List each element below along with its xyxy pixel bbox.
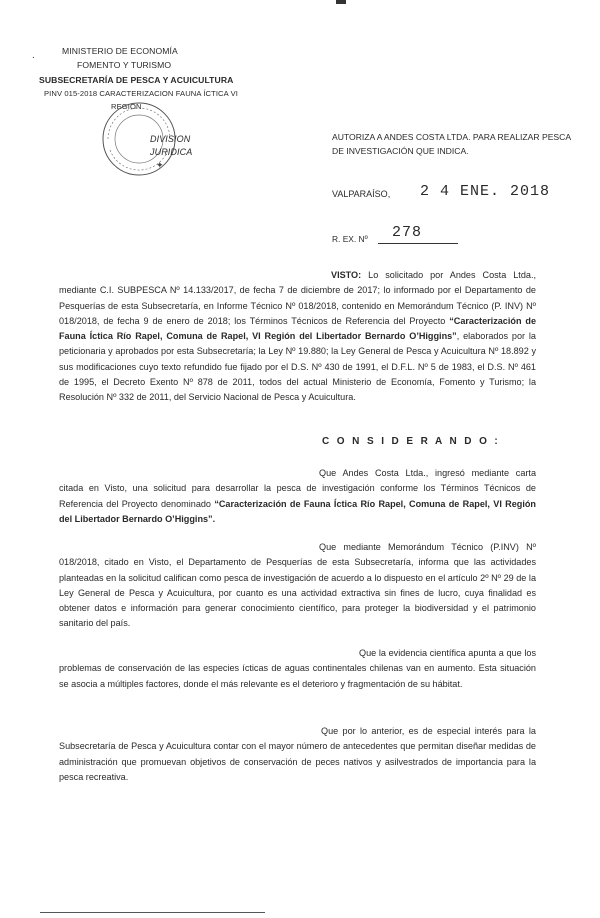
considerando-3-text: Que la evidencia científica apunta a que los problemas de conservación de las especies ícticas de aguas continentales chilenas van en aumento. Esta situación se asocia a múltiples factores, donde el más relevante es el deterioro y fragmentación de su hábitat. xyxy=(59,648,536,689)
considerando-heading: C O N S I D E R A N D O : xyxy=(322,436,501,447)
resolution-number: 278 xyxy=(392,224,423,241)
considerando-4-text: Que por lo anterior, es de especial interés para la Subsecretaría de Pesca y Acuicultura contar con el mayor número de antecedentes que permitan diseñar medidas de administración que promuevan objetivos de conservación de peces nativos y asilvestrados de importancia para la pesca recreativa. xyxy=(59,726,536,782)
top-edge-mark xyxy=(336,0,346,4)
subsecretaria-name: SUBSECRETARÍA DE PESCA Y ACUICULTURA xyxy=(39,75,234,85)
place-label: VALPARAÍSO, xyxy=(332,189,391,199)
footnote-rule xyxy=(40,912,265,913)
considerando-paragraph-2 xyxy=(59,540,536,632)
considerando-paragraph-3 xyxy=(59,646,536,692)
svg-text:✦: ✦ xyxy=(156,161,164,171)
visto-paragraph xyxy=(59,268,536,406)
file-reference-region: REGION xyxy=(111,102,142,111)
resolution-date: 2 4 ENE. 2018 xyxy=(420,183,551,200)
stamp-juridica-text: JURIDICA xyxy=(150,147,193,157)
margin-dot: . xyxy=(32,50,35,61)
visto-label: VISTO: xyxy=(331,270,362,280)
ministry-subtitle: FOMENTO Y TURISMO xyxy=(77,60,172,70)
ministry-name: MINISTERIO DE ECONOMÍA xyxy=(62,46,178,56)
considerando-paragraph-1 xyxy=(59,466,536,527)
visto-text-end: , elaborados por la peticionaria y aprobados por esta Subsecretaría; la Ley Nº 19.880; la Ley General de Pesca y Acuicultura Nº 18.892 y sus modificaciones cuyo texto refundido fue fijado por el D.S. Nº 430 de 1991, el D.F.L. Nº 5 de 1983, el D.S. Nº 461 de 1995, el Decreto Exento Nº 878 de 2011, todos del actual Ministerio de Economía, Fomento y Turismo; la Resolución Nº 332 de 2011, del Servicio Nacional de Pesca y Acuicultura. xyxy=(59,331,536,403)
considerando-2-text: Que mediante Memorándum Técnico (P.INV) Nº 018/2018, citado en Visto, el Departamento de Pesquerías de esta Subsecretaría, informa que las actividades planteadas en la solicitud califican como pesca de investigación de acuerdo a lo dispuesto en el artículo 2º Nº 29 de la Ley General de Pesca y Acuicultura, por cuanto es una actividad extractiva sin fines de lucro, cuya finalidad es obtener datos e información para generar conocimiento científico, para proteger la biodiversidad y el patrimonio sanitario del país. xyxy=(59,542,536,629)
visto-text-start: Lo solicitado por Andes Costa Ltda., mediante C.I. SUBPESCA Nº 14.133/2017, de fecha 7 de diciembre de 2017; lo informado por el Departamento de Pesquerías de esta Subsecretaría, en Informe Técnico Nº 018/2018, contenido en Memorándum Técnico (P. INV) Nº 018/2018, de fecha 9 de enero de 2018; los Términos Técnicos de Referencia del Proyecto xyxy=(59,270,536,326)
resolution-number-label: R. EX. Nº xyxy=(332,234,368,244)
considerando-1-project: “Caracterización de Fauna Íctica Río Rapel, Comuna de Rapel, VI Región del Libertador Bernardo O’Higgins”. xyxy=(59,498,536,524)
considerando-paragraph-4 xyxy=(59,724,536,785)
file-reference: PINV 015-2018 CARACTERIZACION FAUNA ÍCTICA VI xyxy=(44,89,238,98)
visto-project-title: “Caracterización de Fauna Íctica Río Rapel, Comuna de Rapel, VI Región del Libertador Bernardo O’Higgins” xyxy=(59,315,536,342)
stamp-division-text: DIVISION xyxy=(150,134,191,144)
considerando-1-text: Que Andes Costa Ltda., ingresó mediante carta citada en Visto, una solicitud para desarrollar la pesca de investigación conforme los Términos Técnicos de Referencia del Proyecto denominado xyxy=(59,468,536,509)
resolution-number-line xyxy=(378,243,458,244)
resolution-reference: AUTORIZA A ANDES COSTA LTDA. PARA REALIZAR PESCA DE INVESTIGACIÓN QUE INDICA. xyxy=(332,132,571,156)
